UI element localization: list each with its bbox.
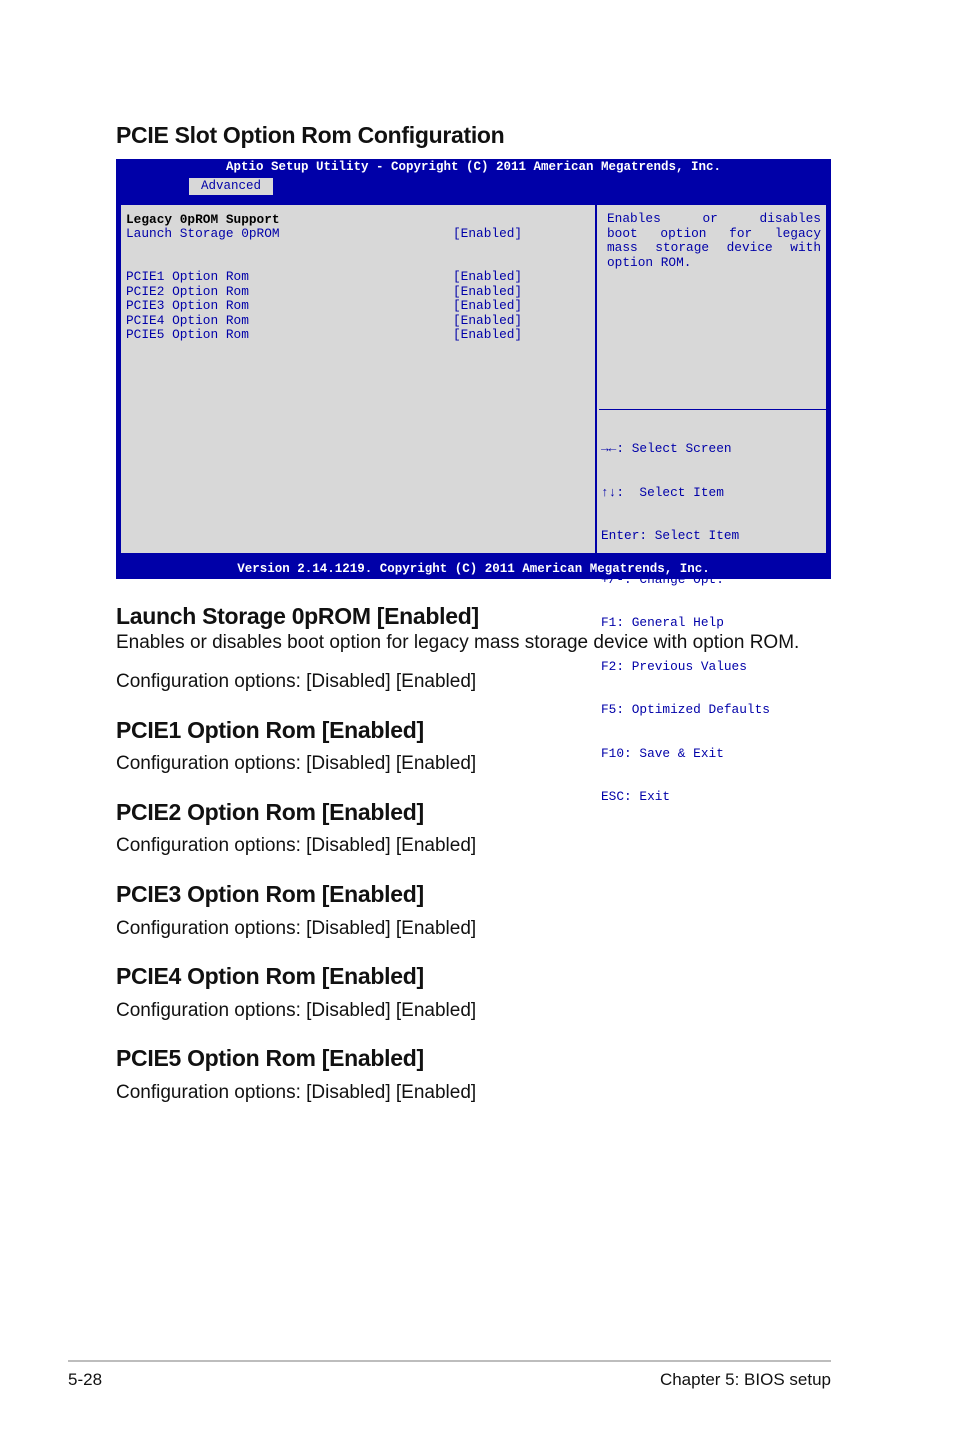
bios-settings-panel [121, 205, 597, 553]
setting-value[interactable]: [Enabled] [453, 312, 523, 328]
key-help-item: Enter: Select Item [601, 528, 740, 543]
heading-pcie3-option-rom: PCIE3 Option Rom [Enabled] [116, 881, 424, 907]
setting-label: PCIE5 Option Rom [126, 327, 249, 342]
footer-divider [68, 1360, 831, 1362]
heading-pcie2-option-rom: PCIE2 Option Rom [Enabled] [116, 799, 424, 825]
setting-value[interactable]: [Enabled] [453, 327, 523, 342]
key-help-item: →←: Select Screen [601, 441, 732, 456]
key-help-item: ↑↓: Select Item [601, 484, 724, 500]
setting-value[interactable]: [Enabled] [453, 226, 523, 241]
setting-value[interactable]: [Enabled] [453, 298, 523, 313]
options-pcie1-option-rom: Configuration options: [Disabled] [Enabled] [116, 753, 477, 774]
key-help-item: ESC: Exit [601, 789, 671, 804]
key-help-item: F5: Optimized Defaults [601, 702, 770, 717]
setting-pcie1-option-rom[interactable] [126, 270, 586, 285]
options-launch-storage-oprom: Configuration options: [Disabled] [Enabled] [116, 671, 477, 692]
key-help-item: F1: General Help [601, 615, 724, 630]
setting-pcie3-option-rom[interactable] [126, 299, 586, 314]
options-pcie5-option-rom: Configuration options: [Disabled] [Enabled] [116, 1082, 477, 1103]
key-help-item: +/-: Change Opt. [601, 571, 724, 587]
setting-label: PCIE1 Option Rom [126, 269, 249, 284]
options-pcie3-option-rom: Configuration options: [Disabled] [Enabled] [116, 918, 477, 939]
options-pcie4-option-rom: Configuration options: [Disabled] [Enabled] [116, 1000, 477, 1021]
key-help-list [601, 413, 770, 834]
tab-advanced[interactable]: Advanced [189, 178, 273, 195]
setting-pcie5-option-rom[interactable] [126, 328, 586, 343]
bios-header: Aptio Setup Utility - Copyright (C) 2011 American Megatrends, Inc. [225, 160, 722, 174]
bios-help-panel [599, 205, 826, 410]
bios-footer: Version 2.14.1219. Copyright (C) 2011 American Megatrends, Inc. [237, 562, 710, 576]
description-launch-storage-oprom: Enables or disables boot option for legacy mass storage device with option ROM. [116, 632, 800, 653]
setting-launch-storage-oprom[interactable] [126, 227, 586, 242]
section-title: PCIE Slot Option Rom Configuration [116, 122, 505, 148]
group-label: Legacy 0pROM Support [126, 212, 280, 227]
setting-label: PCIE3 Option Rom [126, 298, 249, 313]
setting-label: PCIE4 Option Rom [126, 312, 249, 328]
help-text: Enables or disables boot option for legacy mass storage device with option ROM. [607, 211, 821, 270]
setting-value[interactable]: [Enabled] [453, 283, 523, 299]
key-help-item: F2: Previous Values [601, 658, 747, 674]
heading-launch-storage-oprom: Launch Storage 0pROM [Enabled] [116, 603, 479, 629]
heading-pcie5-option-rom: PCIE5 Option Rom [Enabled] [116, 1045, 424, 1071]
heading-pcie1-option-rom: PCIE1 Option Rom [Enabled] [116, 717, 424, 743]
page-number: 5-28 [68, 1370, 103, 1389]
key-help-item: F10: Save & Exit [601, 745, 724, 761]
setting-label: Launch Storage 0pROM [126, 226, 280, 241]
chapter-label: Chapter 5: BIOS setup [659, 1370, 831, 1389]
setting-value[interactable]: [Enabled] [453, 269, 523, 284]
heading-pcie4-option-rom: PCIE4 Option Rom [Enabled] [116, 963, 424, 989]
options-pcie2-option-rom: Configuration options: [Disabled] [Enabled] [116, 835, 477, 856]
setting-label: PCIE2 Option Rom [126, 283, 249, 299]
